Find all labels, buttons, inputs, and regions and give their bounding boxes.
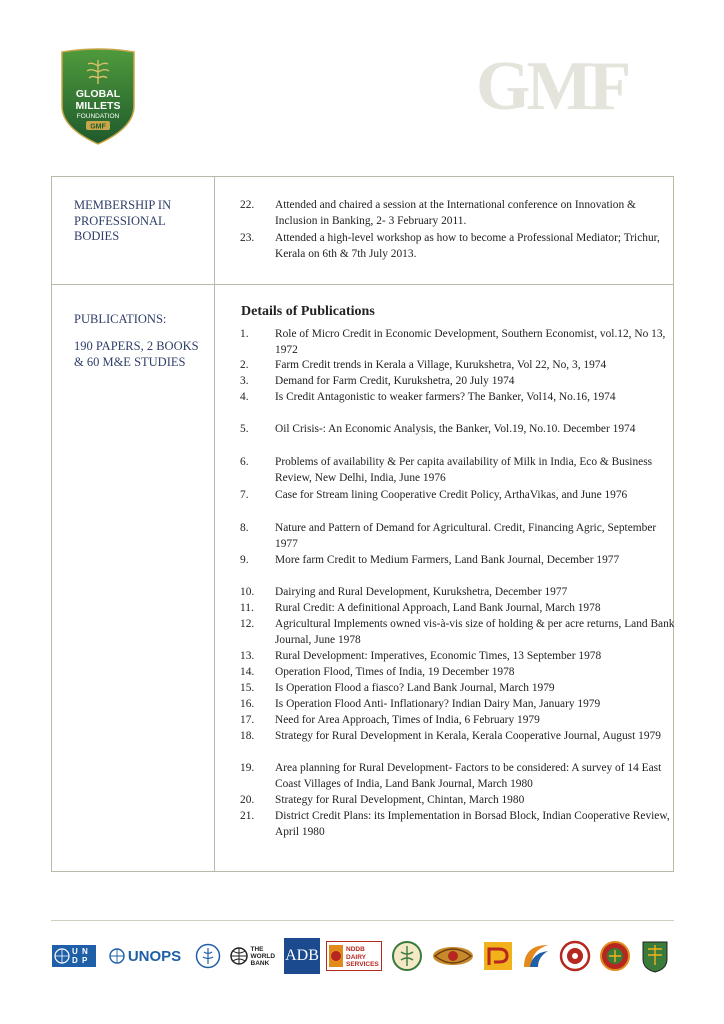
membership-row [52, 177, 673, 285]
logo-text-line1: GLOBAL [75, 88, 121, 100]
membership-label: MEMBERSHIP IN PROFESSIONAL BODIES [74, 198, 172, 243]
publications-summary: 190 PAPERS, 2 BOOKS & 60 M&E STUDIES [74, 339, 199, 369]
item-number: 18. [240, 730, 255, 742]
item-text: Agricultural Implements owned vis-à-vis size of holding & per acre returns, Land Bank Journal, June 1978 [275, 618, 675, 646]
item-number: 1. [240, 328, 249, 340]
item-text: Is Operation Flood a fiasco? Land Bank Journal, March 1979 [275, 682, 555, 694]
item-number: 9. [240, 554, 249, 566]
item-number: 14. [240, 666, 255, 678]
item-number: 6. [240, 456, 249, 468]
item-number: 20. [240, 794, 255, 806]
item-number: 10. [240, 586, 255, 598]
logo-text-line3: FOUNDATION [76, 113, 120, 120]
crest-emblem-icon [640, 939, 670, 973]
emblem-logo-7 [638, 938, 672, 974]
item-number: 4. [240, 391, 249, 403]
item-text: Nature and Pattern of Demand for Agricultural. Credit, Financing Agric, September 1977 [275, 522, 657, 550]
fao-logo [194, 938, 222, 974]
publications-label: PUBLICATIONS: [74, 312, 167, 326]
item-text: Role of Micro Credit in Economic Development, Southern Economist, vol.12, No 13, 1972 [275, 328, 666, 356]
world-bank-logo [228, 938, 280, 974]
nddb-logo [326, 938, 382, 974]
item-text: Is Credit Antagonistic to weaker farmers? The Banker, Vol14, No.16, 1974 [275, 391, 616, 403]
item-number: 21. [240, 810, 255, 822]
fao-emblem-icon [195, 943, 221, 969]
item-text: Need for Area Approach, Times of India, 6 February 1979 [275, 714, 540, 726]
undp-text: U N D P [72, 947, 89, 965]
item-number: 3. [240, 375, 249, 387]
membership-label-cell [52, 177, 215, 284]
item-text: Attended a high-level workshop as how to become a Professional Mediator; Trichur, Kerala on 6th & 7th July 2013. [275, 232, 660, 260]
item-text: District Credit Plans: its Implementation in Borsad Block, Indian Cooperative Review, April 1980 [275, 810, 670, 838]
publications-row [52, 285, 673, 871]
item-text: Is Operation Flood Anti- Inflationary? Indian Dairy Man, January 1979 [275, 698, 601, 710]
item-number: 13. [240, 650, 255, 662]
seal-emblem-icon [559, 940, 591, 972]
item-text: Farm Credit trends in Kerala a Village, Kurukshetra, Vol 22, No, 3, 1974 [275, 359, 607, 371]
item-text: Strategy for Rural Development in Kerala, Kerala Cooperative Journal, August 1979 [275, 730, 661, 742]
item-number: 17. [240, 714, 255, 726]
unops-text: UNOPS [127, 947, 182, 965]
item-number: 5. [240, 423, 249, 435]
logo-badge: GMF [90, 123, 106, 131]
item-number: 22. [240, 199, 255, 211]
gmf-shield-icon [58, 48, 138, 146]
item-number: 15. [240, 682, 255, 694]
emblem-logo-4 [518, 938, 554, 974]
item-number: 12. [240, 618, 255, 630]
unops-logo [104, 938, 186, 974]
emblem-logo-2 [430, 938, 476, 974]
profile-table [51, 176, 674, 872]
item-text: Oil Crisis-: An Economic Analysis, the Banker, Vol.19, No.10. December 1974 [275, 423, 636, 435]
membership-content-cell [216, 177, 673, 284]
item-text: Demand for Farm Credit, Kurukshetra, 20 July 1974 [275, 375, 515, 387]
emblem-logo-5 [558, 938, 592, 974]
round-emblem-icon [599, 940, 631, 972]
item-text: Case for Stream lining Cooperative Credit Policy, ArthaVikas, and June 1976 [275, 489, 628, 501]
bank-emblem-icon [483, 941, 513, 971]
world-bank-globe-icon [230, 947, 248, 965]
item-number: 19. [240, 762, 255, 774]
item-text: More farm Credit to Medium Farmers, Land Bank Journal, December 1977 [275, 554, 620, 566]
emblem-logo-3 [482, 938, 514, 974]
gmf-logo [58, 48, 138, 146]
publications-heading: Details of Publications [241, 304, 375, 319]
gmf-watermark: GMF [476, 48, 628, 125]
state-emblem-icon [391, 940, 423, 972]
adb-text: ADB [285, 947, 319, 964]
publications-content-cell [216, 285, 673, 871]
item-text: Operation Flood, Times of India, 19 December 1978 [275, 666, 515, 678]
item-number: 7. [240, 489, 249, 501]
item-text: Rural Credit: A definitional Approach, Land Bank Journal, March 1978 [275, 602, 601, 614]
item-number: 11. [240, 602, 254, 614]
item-number: 23. [240, 232, 255, 244]
item-number: 8. [240, 522, 249, 534]
world-bank-text: THE WORLD BANK [250, 945, 276, 967]
footer-divider [51, 920, 674, 921]
logo-text-line2: MILLETS [75, 100, 121, 112]
undp-logo [52, 938, 96, 974]
publications-label-cell [52, 285, 215, 871]
item-text: Dairying and Rural Development, Kurukshetra, December 1977 [275, 586, 568, 598]
item-number: 16. [240, 698, 255, 710]
nddb-text: NDDB DAIRY SERVICES [346, 946, 379, 968]
item-text: Area planning for Rural Development- Factors to be considered: A survey of 14 East Coast Villages of India, Land Bank Journal, March 1980 [275, 762, 662, 790]
partner-logos [52, 938, 674, 978]
swirl-emblem-icon [520, 941, 552, 971]
bird-emblem-icon [430, 940, 476, 972]
item-text: Attended and chaired a session at the International conference on Innovation & Inclusion in Banking, 2- 3 February 2011. [275, 199, 636, 227]
item-text: Rural Development: Imperatives, Economic Times, 13 September 1978 [275, 650, 602, 662]
un-globe-icon [109, 948, 125, 964]
item-text: Strategy for Rural Development, Chintan, March 1980 [275, 794, 525, 806]
item-text: Problems of availability & Per capita availability of Milk in India, Eco & Business Review, New Delhi, India, June 1976 [275, 456, 653, 484]
emblem-logo-1 [390, 938, 424, 974]
emblem-logo-6 [598, 938, 632, 974]
adb-logo [284, 938, 320, 974]
item-number: 2. [240, 359, 249, 371]
